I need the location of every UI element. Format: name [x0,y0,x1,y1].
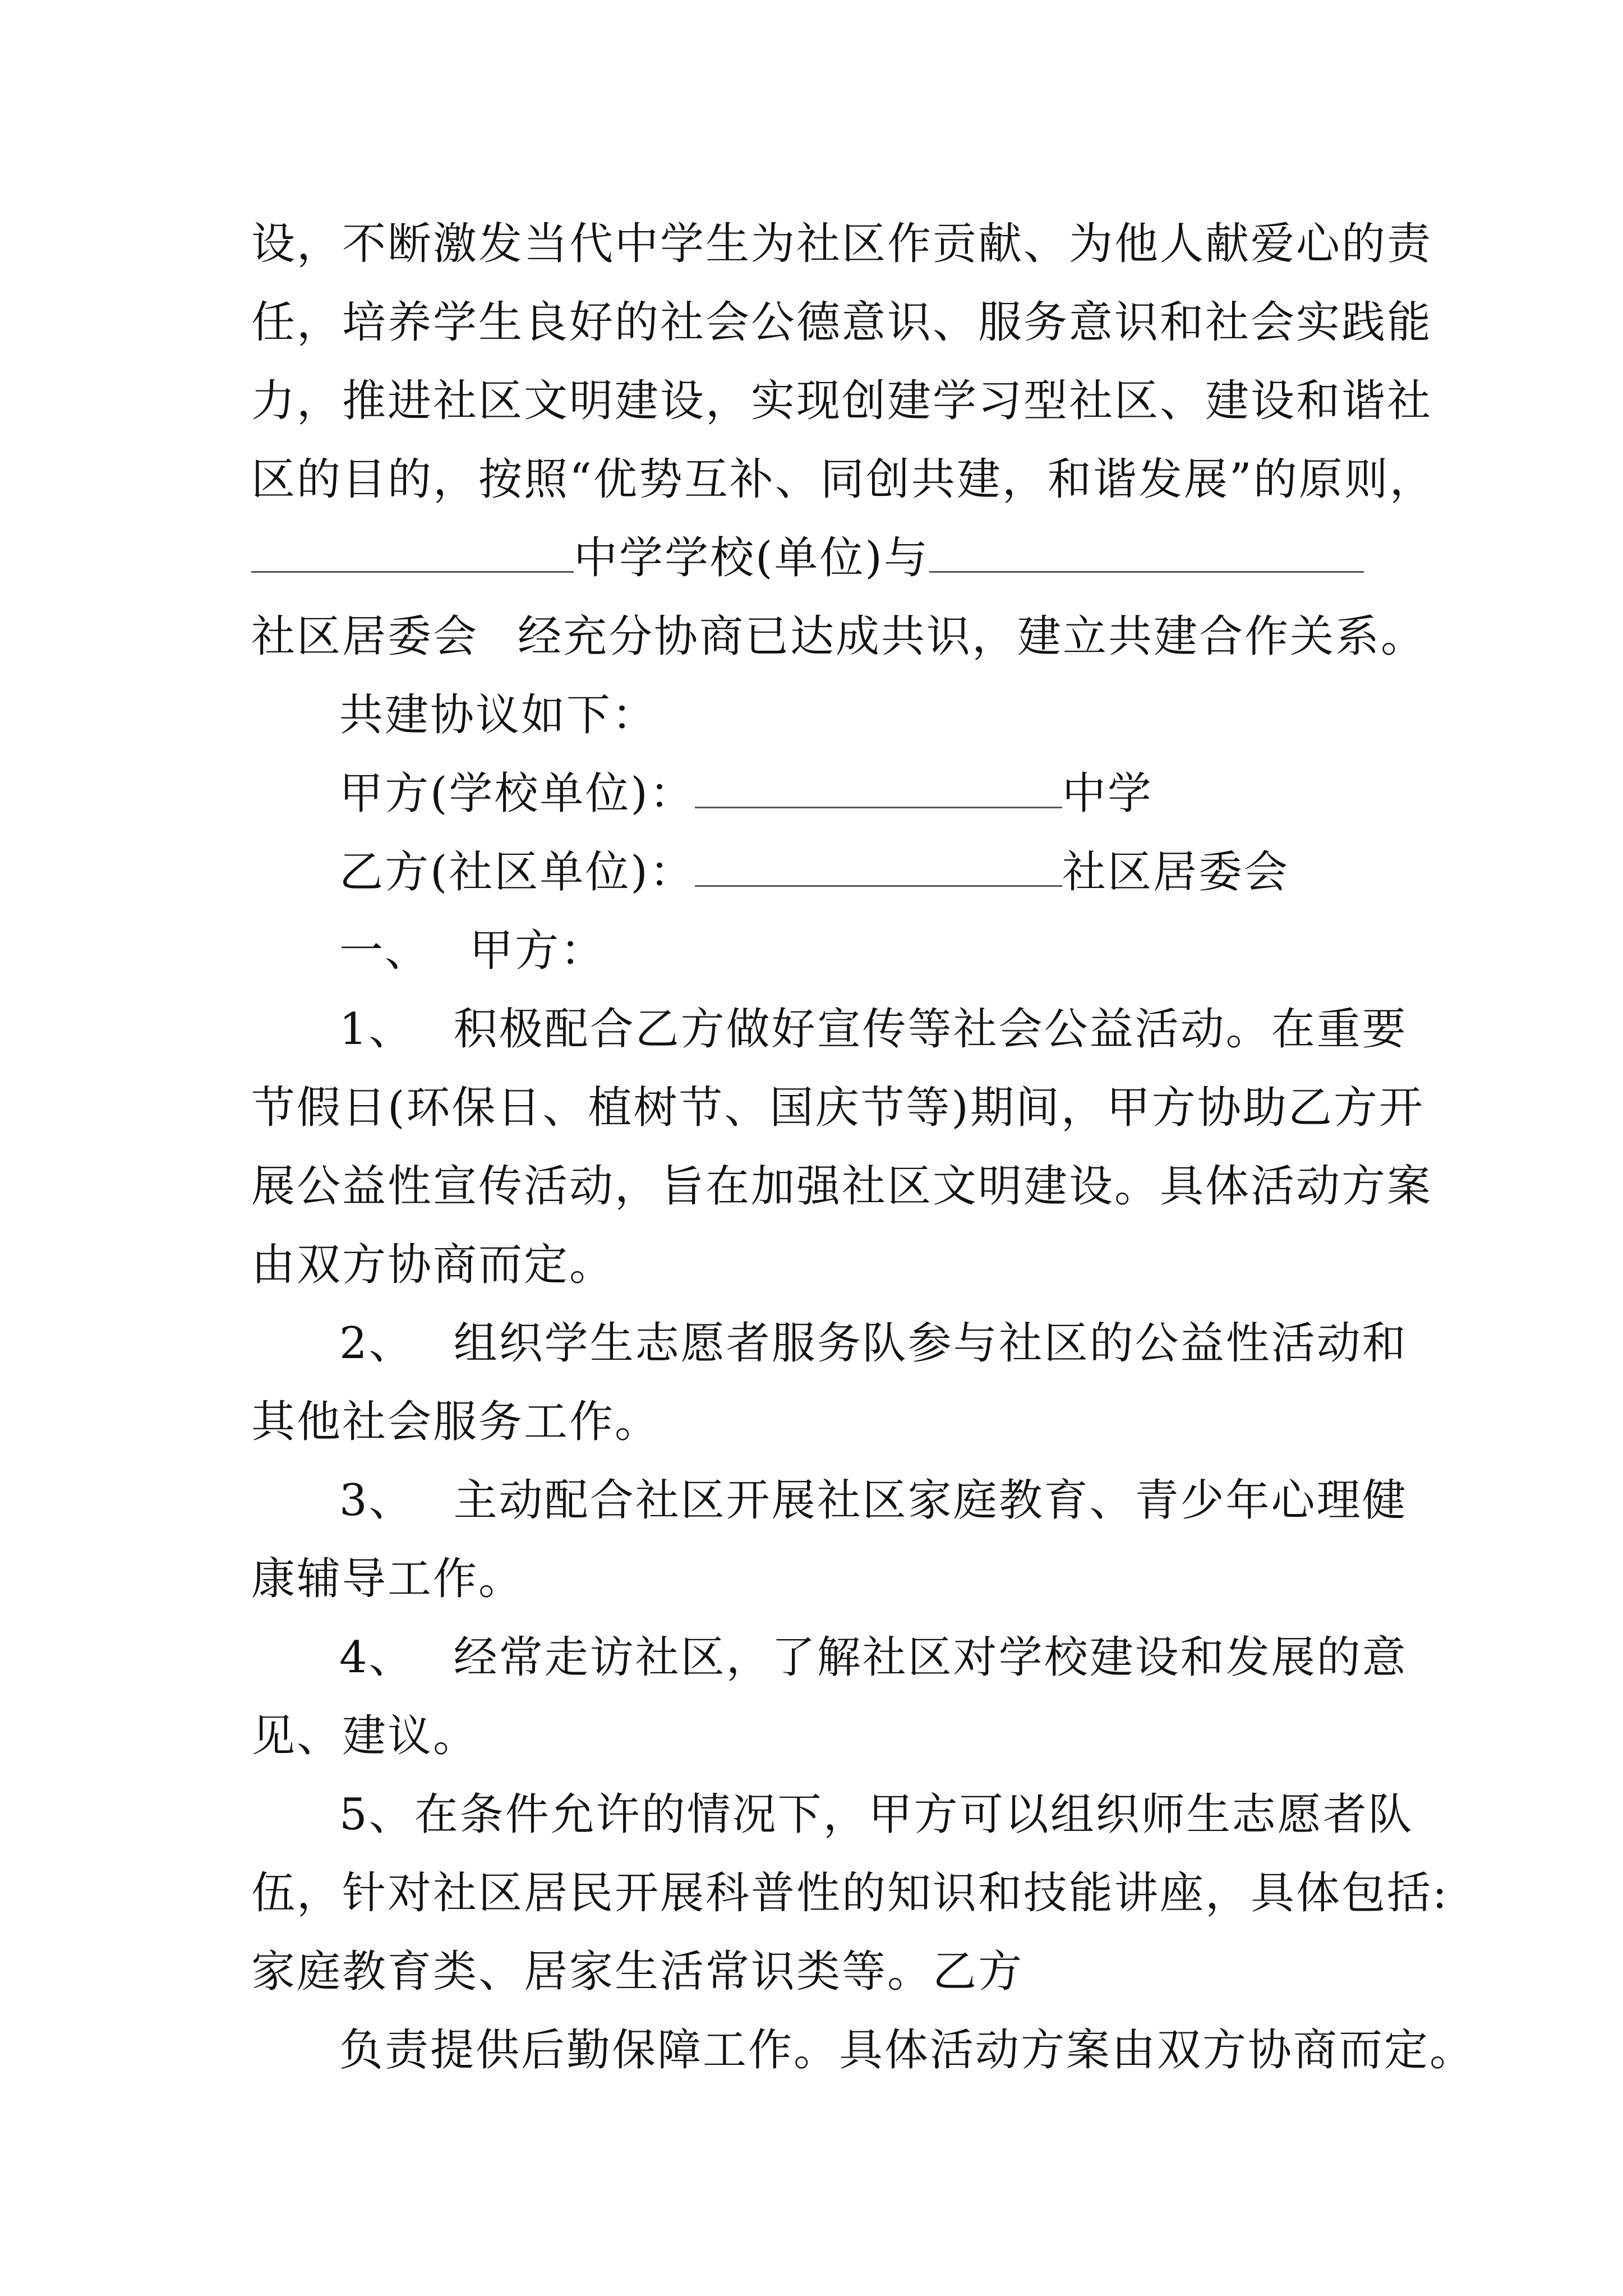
text: 展公益性宣传活动，旨在加强社区文明建设。具体活动方案 [251,1161,1433,1212]
text: 经充分协商已达成共识，建立共建合作关系。 [518,611,1427,662]
item-number: 1、 [339,1004,414,1055]
text-line [251,1147,1433,1226]
text-line [251,1932,1390,2011]
text: 经常走访社区，了解社区对学校建设和发展的意 [453,1632,1408,1683]
text: 甲方(学校单位)： [339,769,695,819]
text: 甲方： [469,926,606,976]
text-line [251,1383,1390,1461]
text: 见、建议。 [251,1711,479,1761]
text-line [251,519,1390,597]
text: 中学 [1062,769,1153,819]
text-line [251,597,1427,676]
text-line [251,362,1433,440]
list-item [339,1618,1478,1697]
item-number: 4、 [339,1632,414,1683]
text: 一、 [339,926,431,976]
text-line [339,676,1478,754]
text: 力，推进社区文明建设，实现创建学习型社区、建设和谐社 [251,376,1433,426]
text-line [251,1540,1390,1618]
text: 组织学生志愿者服务队参与社区的公益性活动和 [453,1318,1408,1369]
list-item [339,1775,1478,1854]
list-item [339,1304,1478,1383]
text-line [251,1226,1390,1304]
text: 康辅导工作。 [251,1554,524,1604]
fill-in-blank[interactable] [695,755,1062,808]
text: 任，培养学生良好的社会公德意识、服务意识和社会实践能 [251,297,1433,348]
text: 5、在条件允许的情况下，甲方可以组织师生志愿者队 [339,1789,1414,1840]
text: 乙方(社区单位)： [339,847,695,898]
text-line [339,2011,1478,2090]
text: 家庭教育类、居家生活常识类等。乙方 [251,1947,1024,1997]
text-line [251,1854,1449,1932]
text: 负责提供后勤保障工作。具体活动方案由双方协商而定。 [339,2025,1476,2076]
text: 伍，针对社区居民开展科普性的知识和技能讲座，具体包括: [251,1868,1449,1918]
list-item [339,990,1478,1069]
text-line [251,1069,1424,1147]
text: 积极配合乙方做好宣传等社会公益活动。在重要 [453,1004,1408,1055]
text-line [339,754,1478,833]
text: 主动配合社区开展社区家庭教育、青少年心理健 [453,1475,1408,1526]
fill-in-blank[interactable] [929,519,1364,573]
text: 设，不断激发当代中学生为社区作贡献、为他人献爱心的责 [251,219,1433,269]
text-line [251,1697,1390,1775]
text-line [251,283,1433,362]
text-line [251,440,1435,519]
text-line [339,833,1478,912]
item-number: 3、 [339,1475,414,1526]
text: 区的目的，按照“优势互补、同创共建，和谐发展”的原则， [251,454,1435,505]
item-number: 2、 [339,1318,414,1369]
text: 由双方协商而定。 [251,1240,615,1290]
text-line [251,205,1433,283]
text: 社区居委会 [1062,847,1289,898]
fill-in-blank[interactable] [251,519,574,573]
text: 共建协议如下： [339,690,658,740]
list-item [339,1461,1478,1540]
section-heading [339,912,1478,990]
text: 节假日(环保日、植树节、国庆节等)期间，甲方协助乙方开 [251,1083,1424,1133]
text: 中学学校(单位)与 [574,533,929,583]
text: 其他社会服务工作。 [251,1397,661,1447]
text: 社区居委会 [251,611,479,662]
fill-in-blank[interactable] [695,834,1062,887]
